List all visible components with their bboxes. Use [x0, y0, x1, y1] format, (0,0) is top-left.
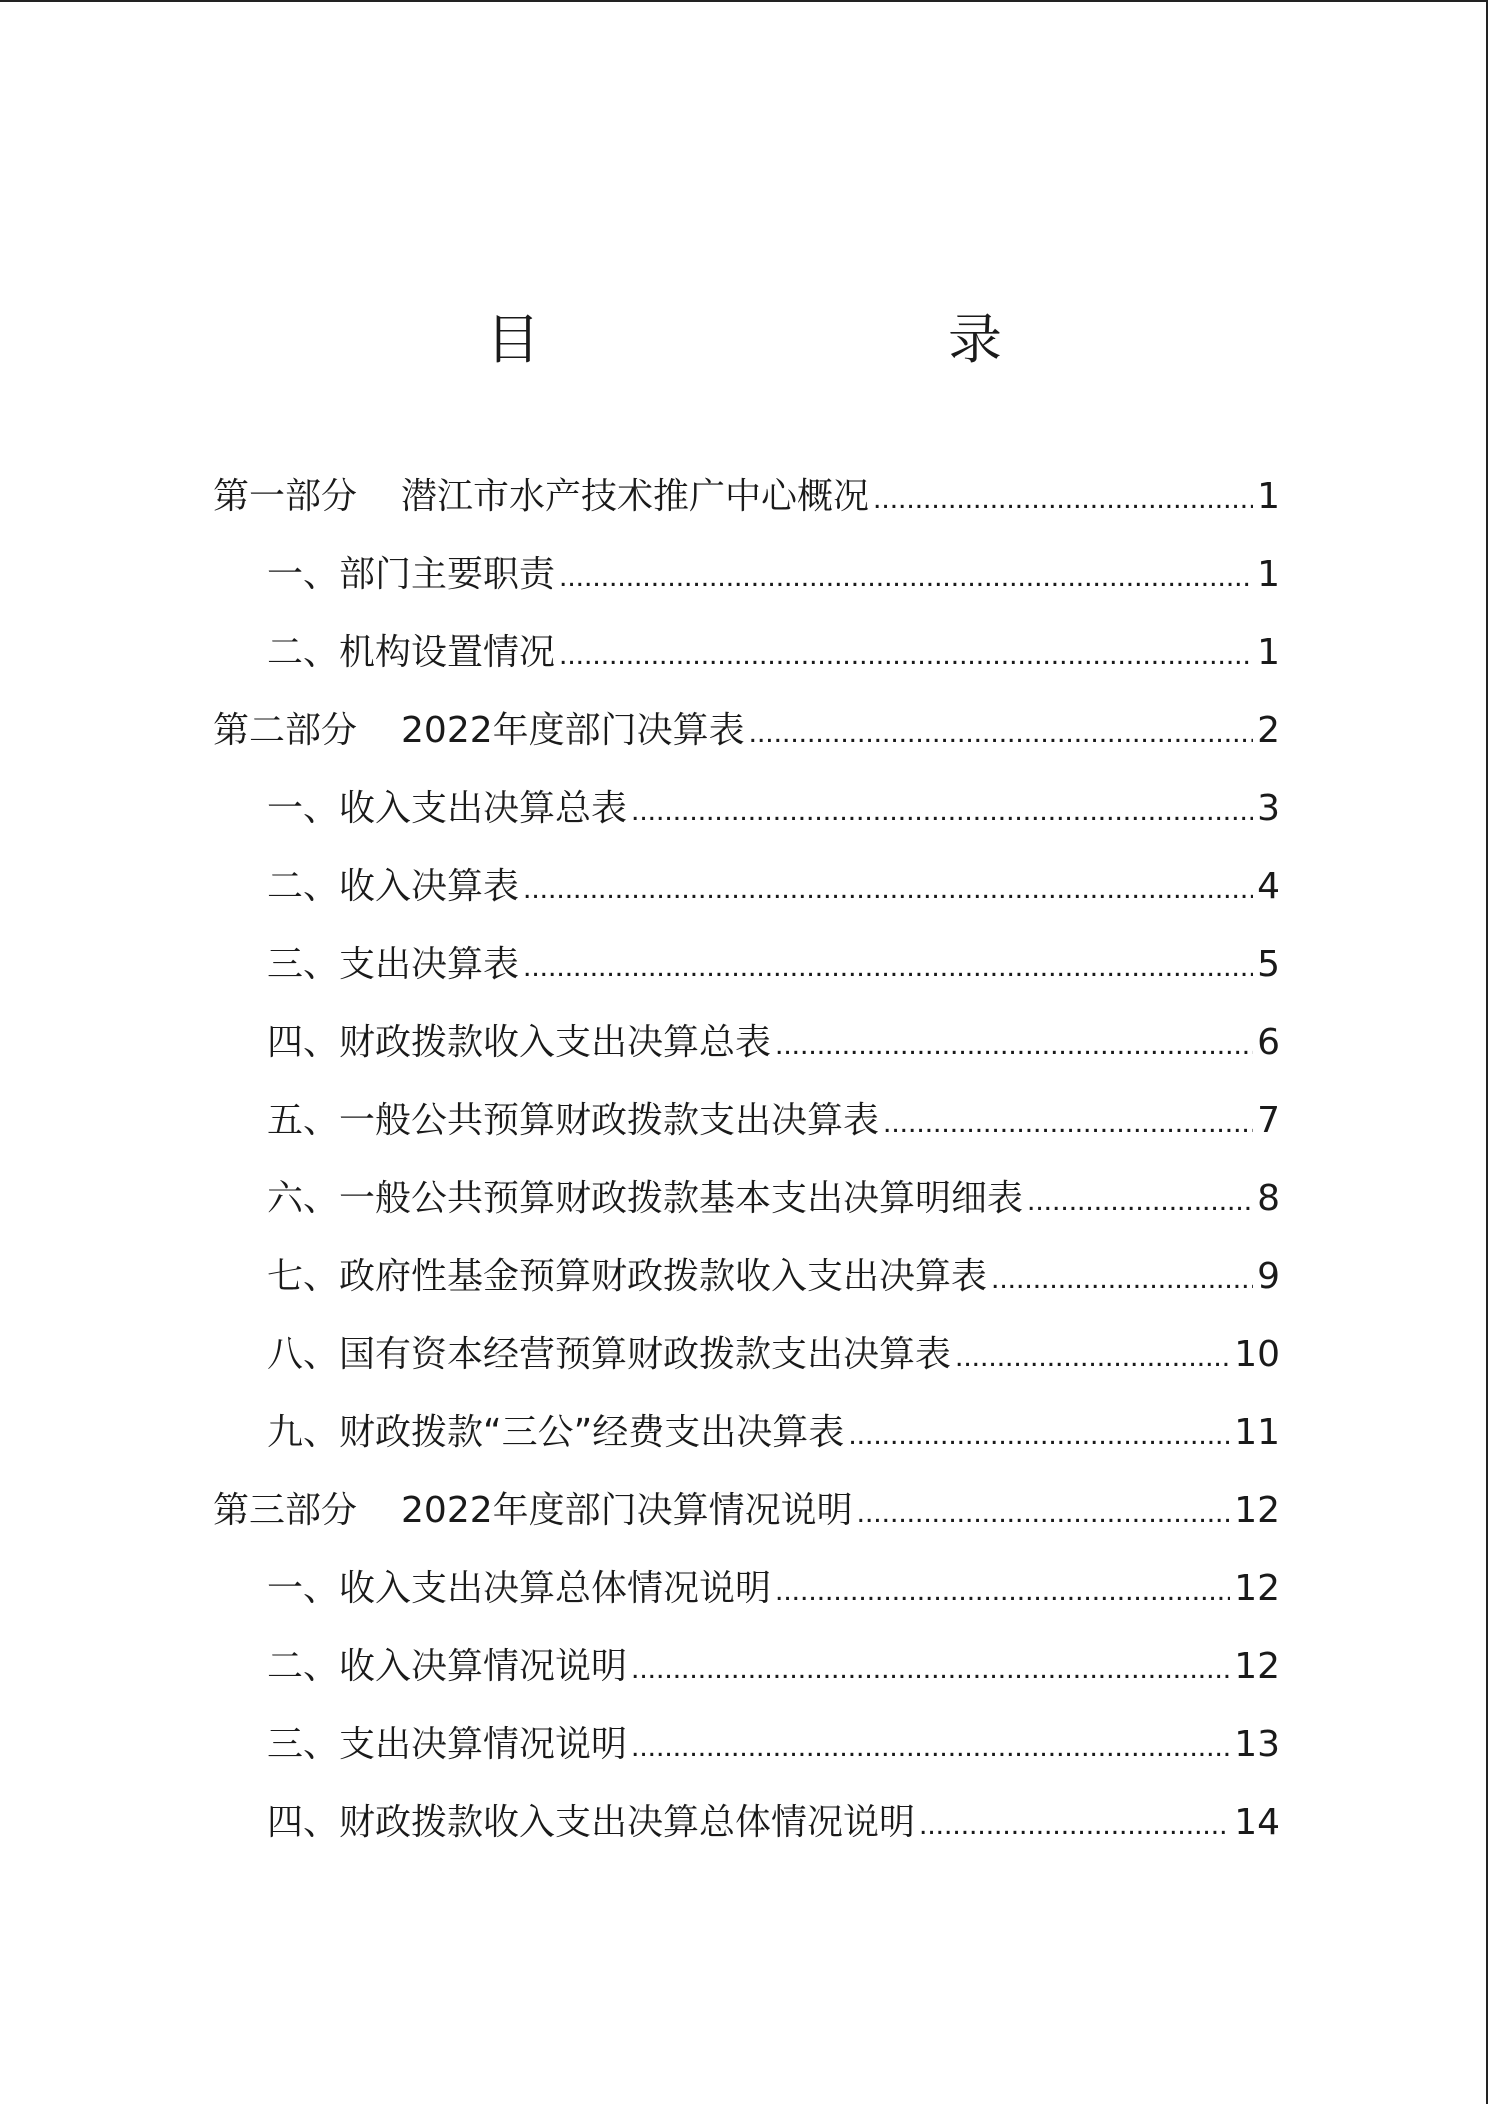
toc-entry-text — [267, 1238, 987, 1316]
toc-entry-text — [267, 848, 519, 926]
toc-entry[interactable] — [213, 458, 1280, 536]
toc-dot-leader — [631, 1706, 1230, 1786]
toc-entry-text — [267, 926, 519, 1004]
toc-dot-leader — [631, 1628, 1230, 1708]
toc-part-label: 第二部分 — [213, 710, 358, 751]
toc-dot-leader — [883, 1082, 1253, 1162]
toc-entry-label: 一、收入支出决算总体情况说明 — [267, 1568, 772, 1609]
toc-entry[interactable] — [213, 1550, 1280, 1628]
toc-entry-label: 二、收入决算情况说明 — [267, 1646, 628, 1687]
toc-entry-label: 三、支出决算表 — [267, 944, 520, 985]
toc-dot-leader — [559, 536, 1253, 616]
toc-page-number: 6 — [1257, 1022, 1280, 1063]
table-of-contents — [213, 458, 1280, 1862]
toc-dot-leader — [1027, 1160, 1253, 1240]
toc-dot-leader — [775, 1550, 1230, 1630]
toc-entry-label: 六、一般公共预算财政拨款基本支出决算明细表 — [267, 1178, 1024, 1219]
toc-entry-label: 四、财政拨款收入支出决算总表 — [267, 1022, 772, 1063]
toc-page-number: 10 — [1234, 1334, 1280, 1375]
toc-entry-text — [267, 1082, 879, 1160]
toc-dot-leader — [631, 770, 1253, 850]
toc-dot-leader — [857, 1472, 1231, 1552]
toc-entry[interactable] — [213, 614, 1280, 692]
page-border-top — [0, 0, 1488, 2]
toc-entry-label: 二、机构设置情况 — [267, 632, 556, 673]
toc-entry-text — [267, 614, 555, 692]
toc-page-number: 1 — [1257, 476, 1280, 517]
toc-entry-text — [213, 1472, 853, 1550]
toc-entry[interactable] — [213, 1004, 1280, 1082]
toc-page-number: 11 — [1234, 1412, 1280, 1453]
toc-entry-text — [267, 1628, 627, 1706]
toc-entry[interactable] — [213, 770, 1280, 848]
toc-dot-leader — [775, 1004, 1253, 1084]
toc-entry[interactable] — [213, 1784, 1280, 1862]
toc-entry-text — [267, 1160, 1023, 1238]
toc-entry[interactable] — [213, 1472, 1280, 1550]
toc-dot-leader — [848, 1394, 1230, 1474]
toc-entry-label: 二、收入决算表 — [267, 866, 520, 907]
toc-part-label: 第三部分 — [213, 1490, 358, 1531]
toc-entry[interactable] — [213, 1394, 1280, 1472]
toc-entry-label: 七、政府性基金预算财政拨款收入支出决算表 — [267, 1256, 988, 1297]
toc-entry[interactable] — [213, 926, 1280, 1004]
toc-page-number: 9 — [1257, 1256, 1280, 1297]
toc-entry[interactable] — [213, 1238, 1280, 1316]
toc-entry[interactable] — [213, 1316, 1280, 1394]
toc-page-number: 8 — [1257, 1178, 1280, 1219]
page-title: 目 录 — [486, 308, 1102, 371]
toc-entry-text — [213, 458, 869, 536]
toc-page-number: 2 — [1257, 710, 1280, 751]
toc-dot-leader — [873, 458, 1253, 538]
toc-entry-label: 三、支出决算情况说明 — [267, 1724, 628, 1765]
toc-page-number: 12 — [1234, 1568, 1280, 1609]
toc-entry-label: 2022年度部门决算表 — [401, 710, 745, 751]
toc-entry-text — [267, 536, 555, 614]
toc-page-number: 5 — [1257, 944, 1280, 985]
toc-entry[interactable] — [213, 536, 1280, 614]
toc-entry[interactable] — [213, 848, 1280, 926]
toc-page-number: 7 — [1257, 1100, 1280, 1141]
toc-entry-label: 一、部门主要职责 — [267, 554, 556, 595]
toc-page-number: 3 — [1257, 788, 1280, 829]
toc-dot-leader — [955, 1316, 1230, 1396]
toc-entry-text — [267, 1394, 844, 1472]
toc-entry-text — [267, 770, 627, 848]
toc-entry-text — [267, 1316, 951, 1394]
toc-entry-text — [267, 1004, 771, 1082]
toc-entry-label: 八、国有资本经营预算财政拨款支出决算表 — [267, 1334, 952, 1375]
toc-entry-text — [267, 1706, 627, 1784]
toc-dot-leader — [523, 848, 1253, 928]
toc-entry-text — [213, 692, 745, 770]
toc-entry-text — [267, 1784, 915, 1862]
toc-entry-text — [267, 1550, 771, 1628]
toc-dot-leader — [991, 1238, 1253, 1318]
toc-entry[interactable] — [213, 1160, 1280, 1238]
toc-entry-label: 四、财政拨款收入支出决算总体情况说明 — [267, 1802, 916, 1843]
toc-entry-label: 一、收入支出决算总表 — [267, 788, 628, 829]
toc-dot-leader — [559, 614, 1253, 694]
toc-entry-label: 2022年度部门决算情况说明 — [401, 1490, 853, 1531]
toc-entry[interactable] — [213, 1628, 1280, 1706]
toc-part-label: 第一部分 — [213, 476, 358, 517]
toc-entry-label: 潜江市水产技术推广中心概况 — [401, 476, 870, 517]
toc-entry-label: 九、财政拨款“三公”经费支出决算表 — [267, 1412, 845, 1453]
toc-page-number: 13 — [1234, 1724, 1280, 1765]
toc-dot-leader — [919, 1784, 1230, 1864]
toc-dot-leader — [523, 926, 1253, 1006]
toc-page-number: 1 — [1257, 632, 1280, 673]
toc-entry[interactable] — [213, 1706, 1280, 1784]
toc-dot-leader — [749, 692, 1253, 772]
toc-entry[interactable] — [213, 1082, 1280, 1160]
toc-page-number: 12 — [1234, 1490, 1280, 1531]
toc-page-number: 12 — [1234, 1646, 1280, 1687]
toc-page-number: 4 — [1257, 866, 1280, 907]
toc-entry-label: 五、一般公共预算财政拨款支出决算表 — [267, 1100, 880, 1141]
toc-page-number: 14 — [1234, 1802, 1280, 1843]
toc-entry[interactable] — [213, 692, 1280, 770]
toc-page-number: 1 — [1257, 554, 1280, 595]
